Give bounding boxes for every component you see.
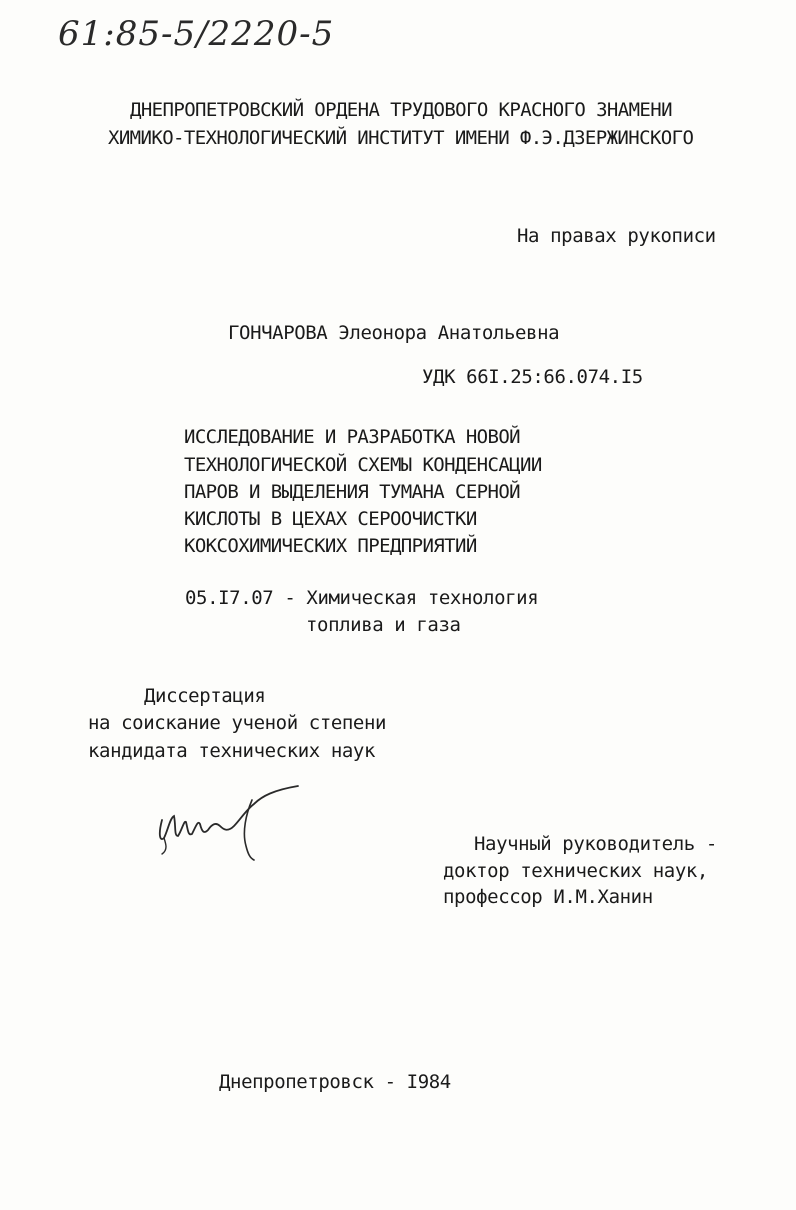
archive-code: 61:85-5/2220-5	[58, 14, 335, 54]
thesis-title-line: КОКСОХИМИЧЕСКИХ ПРЕДПРИЯТИЙ	[184, 535, 477, 557]
supervisor-line-2: доктор технических наук,	[443, 860, 708, 882]
specialty-line-1: 05.I7.07 - Химическая технология	[185, 587, 539, 609]
city-year: Днепропетровск - I984	[219, 1071, 451, 1093]
author-name: ГОНЧАРОВА Элеонора Анатольевна	[228, 322, 560, 344]
thesis-title-line: ТЕХНОЛОГИЧЕСКОЙ СХЕМЫ КОНДЕНСАЦИИ	[184, 454, 542, 476]
degree-line-1: Диссертация	[144, 685, 266, 707]
udc-code: УДК 66I.25:66.074.I5	[422, 366, 643, 388]
supervisor-line-3: профессор И.М.Ханин	[443, 886, 653, 908]
specialty-line-2: топлива и газа	[306, 614, 461, 636]
degree-line-3: кандидата технических наук	[88, 740, 376, 762]
author-signature	[150, 780, 310, 870]
institute-line-1: ДНЕПРОПЕТРОВСКИЙ ОРДЕНА ТРУДОВОГО КРАСНОГО ЗНАМЕНИ	[130, 99, 672, 121]
thesis-title-line: КИСЛОТЫ В ЦЕХАХ СЕРООЧИСТКИ	[184, 508, 477, 530]
institute-line-2: ХИМИКО-ТЕХНОЛОГИЧЕСКИЙ ИНСТИТУТ ИМЕНИ Ф.Э.ДЗЕРЖИНСКОГО	[108, 127, 694, 149]
thesis-title-line: ИССЛЕДОВАНИЕ И РАЗРАБОТКА НОВОЙ	[184, 426, 521, 448]
thesis-title-line: ПАРОВ И ВЫДЕЛЕНИЯ ТУМАНА СЕРНОЙ	[184, 481, 521, 503]
rights-note: На правах рукописи	[517, 225, 716, 247]
degree-line-2: на соискание ученой степени	[88, 712, 387, 734]
supervisor-line-1: Научный руководитель -	[474, 833, 717, 855]
